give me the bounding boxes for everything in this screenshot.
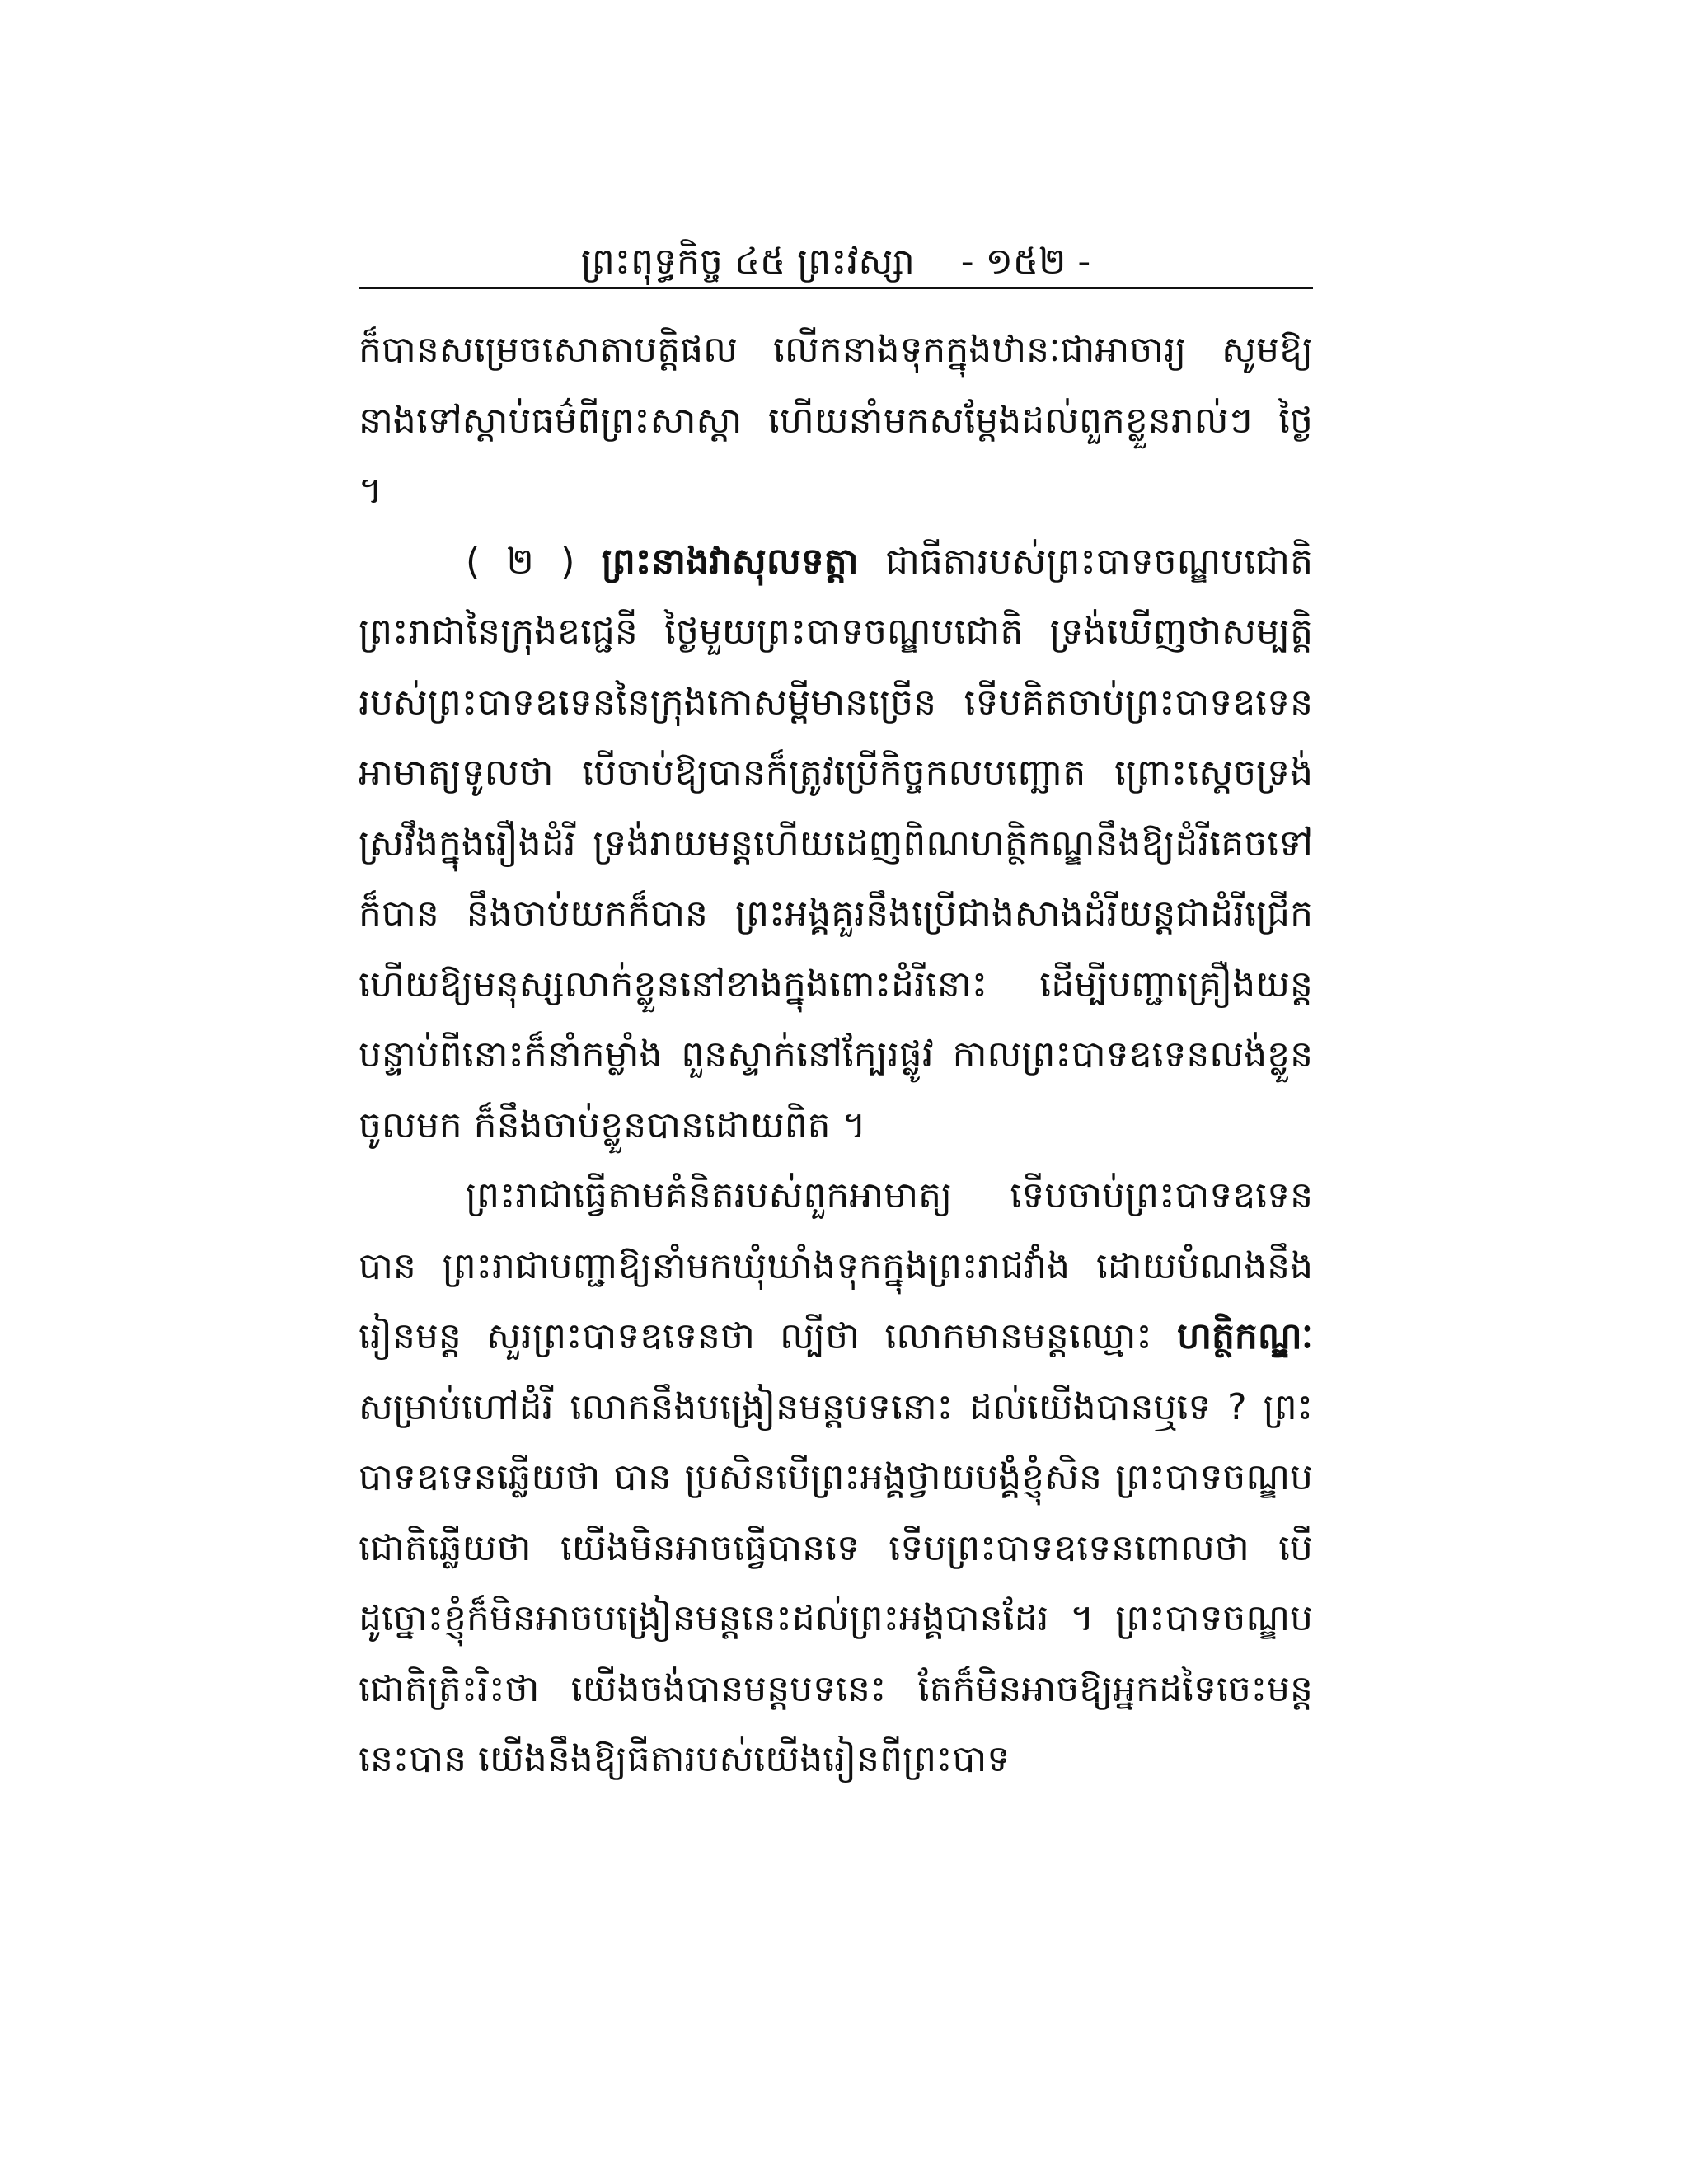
paragraph-3 [359,1160,1313,1795]
paragraph-1: ក៏បានសម្រេចសោតាបត្តិផល លើកនាងទុកក្នុងឋានៈជាអាចារ្យ សូមឱ្យនាងទៅស្តាប់ធម៌ពីព្រះសាស្តា ហើយនាំមកសម្តែងដល់ពួកខ្លួនរាល់ៗ ថ្ងៃ ។ [359,329,1313,512]
paragraph-3-emphasis: ហត្ថិកណ្ឌៈ [1177,1315,1313,1357]
header-spacer [926,241,950,283]
paragraph-3-text-before: ព្រះរាជាធ្វើតាមគំនិតរបស់ពួកអាមាត្យ ទើបចាប់ព្រះបាទឧទេនបាន ព្រះរាជាបញ្ជាឱ្យនាំមកឃុំឃាំងទុកក្នុងព្រះរាជវាំង ដោយបំណងនឹងរៀនមន្ត សួរព្រះបាទឧទេនថា ល្បីថា លោកមានមន្តឈ្មោះ [359,1174,1313,1357]
paragraph-2-number: ( ២ ) [466,540,575,583]
header-divider [359,287,1313,289]
paragraph-2-heading: ព្រះនាងវាសុលទត្តា [601,540,859,583]
paragraph-3-text-after: សម្រាប់ហៅដំរី លោកនឹងបង្រៀនមន្តបទនោះ ដល់យើងបានឬទេ ? ព្រះបាទឧទេនឆ្លើយថា បាន ប្រសិនបើព្រះអង្គថ្វាយបង្គំខ្ញុំសិន ព្រះបាទចណ្ឌបជោតិឆ្លើយថា យើងមិនអាចធ្វើបានទេ ទើបព្រះបាទឧទេនពោលថា បើដូច្នោះខ្ញុំក៏មិនអាចបង្រៀនមន្តនេះដល់ព្រះអង្គបានដែរ ។ ព្រះបាទចណ្ឌបជោតិត្រិះរិះថា យើងចង់បានមន្តបទនេះ តែក៏មិនអាចឱ្យអ្នកដទៃចេះមន្តនេះបាន យើងនឹងឱ្យធីតារបស់យើងរៀនពីព្រះបាទ [359,1385,1313,1780]
header-title: ព្រះពុទ្ធកិច្ច ៤៥ ព្រះវស្សា [580,241,915,283]
paragraph-2-text: ជាធីតារបស់ព្រះបាទចណ្ឌបជោតិ ព្រះរាជានៃក្រុងឧជ្ជេនី ថ្ងៃមួយព្រះបាទចណ្ឌបជោតិ ទ្រង់ឃើញថាសម្បត្តិរបស់ព្រះបាទឧទេននៃក្រុងកោសម្ពីមានច្រើន ទើបគិតចាប់ព្រះបាទឧទេន អាមាត្យទូលថា បើចាប់ឱ្យបានក៏ត្រូវប្រើកិច្ចកលបញ្ឆោត ព្រោះស្តេចទ្រង់ស្រវឹងក្នុងរឿងដំរី ទ្រង់រាយមន្តហើយដេញពិណហត្ថិកណ្ឌនឹងឱ្យដំរីគេចទៅក៏បាន នឹងចាប់យកក៏បាន ព្រះអង្គគួរនឹងប្រើជាងសាងដំរីយន្តជាដំរីជ្រើក ហើយឱ្យមនុស្សលាក់ខ្លួននៅខាងក្នុងពោះដំរីនោះ ដើម្បីបញ្ជាគ្រឿងយន្ត បន្ទាប់ពីនោះក៏នាំកម្លាំង ពួនស្ទាក់នៅក្បែរផ្លូវ កាលព្រះបាទឧទេនលង់ខ្លួនចូលមក ក៏នឹងចាប់ខ្លួនបានដោយពិត ។ [359,540,1313,1146]
running-header [359,237,1313,287]
paragraph-2 [359,527,1313,1161]
body-text [359,315,1313,1795]
page-number: - ១៥២ - [960,241,1091,283]
